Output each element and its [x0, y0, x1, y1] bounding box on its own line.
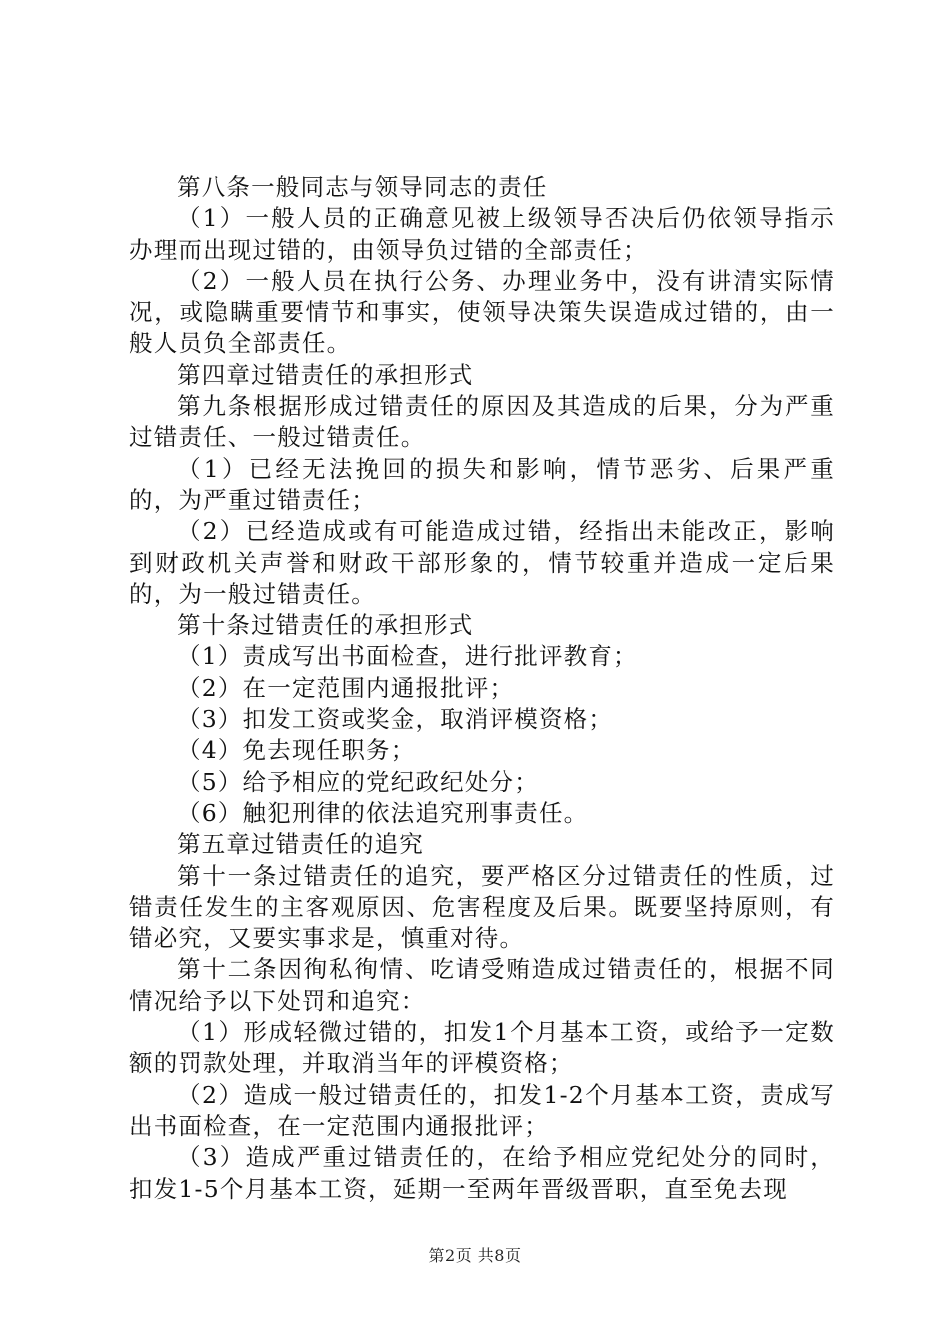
article-12-text: 第十二条因徇私徇情、吃请受贿造成过错责任的，根据不同情况给予以下处罚和追究：	[129, 955, 835, 1015]
article-9-item-2: （2）已经造成或有可能造成过错，经指出未能改正，影响到财政机关声誉和财政干部形象的，情节较重并造成一定后果的，为一般过错责任。	[129, 517, 835, 608]
article-8-heading: 第八条一般同志与领导同志的责任	[177, 173, 548, 201]
page-number-footer: 第2页 共8页	[428, 1246, 522, 1265]
article-8-item-2: （2）一般人员在执行公务、办理业务中，没有讲清实际情况，或隐瞒重要情节和事实，使领导决策失误造成过错的，由一般人员负全部责任。	[129, 266, 835, 358]
article-9-text: 第九条根据形成过错责任的原因及其造成的后果，分为严重过错责任、一般过错责任。	[129, 392, 835, 452]
article-12-item-1: （1）形成轻微过错的，扣发1个月基本工资，或给予一定数额的罚款处理，并取消当年的评模资格；	[129, 1018, 835, 1078]
chapter-5-heading: 第五章过错责任的追究	[177, 830, 424, 859]
article-12-item-2: （2）造成一般过错责任的，扣发1-2个月基本工资，责成写出书面检查，在一定范围内通报批评；	[129, 1080, 835, 1140]
article-10-item-5: （5）给予相应的党纪政纪处分；	[177, 767, 539, 796]
article-9-item-1: （1）已经无法挽回的损失和影响，情节恶劣、后果严重的，为严重过错责任；	[129, 454, 835, 514]
chapter-4-heading: 第四章过错责任的承担形式	[177, 360, 474, 389]
article-10-item-1: （1）责成写出书面检查，进行批评教育；	[177, 642, 638, 671]
article-8-item-1: （1）一般人员的正确意见被上级领导否决后仍依领导指示办理而出现过错的，由领导负过错的全部责任；	[129, 204, 835, 264]
document-body	[129, 172, 835, 1205]
article-12-item-3: （3）造成严重过错责任的，在给予相应党纪处分的同时，扣发1-5个月基本工资，延期一至两年晋级晋职，直至免去现	[129, 1143, 835, 1203]
article-10-heading: 第十条过错责任的承担形式	[177, 611, 474, 640]
article-10-item-3: （3）扣发工资或奖金，取消评模资格；	[177, 705, 614, 734]
article-11-text: 第十一条过错责任的追究，要严格区分过错责任的性质，过错责任发生的主客观原因、危害程度及后果。既要坚持原则，有错必究，又要实事求是，慎重对待。	[129, 861, 835, 953]
article-10-item-6: （6）触犯刑律的依法追究刑事责任。	[177, 798, 589, 827]
article-10-item-2: （2）在一定范围内通报批评；	[177, 673, 515, 702]
article-10-item-4: （4）免去现任职务；	[177, 736, 416, 765]
